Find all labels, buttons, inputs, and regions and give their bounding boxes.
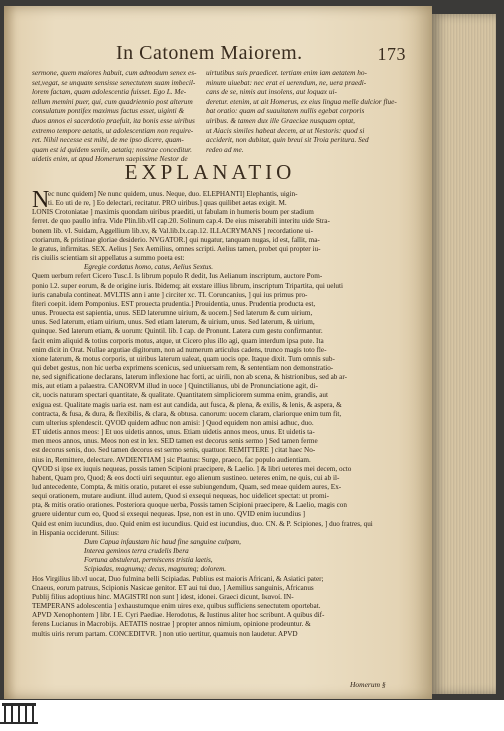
text-line: ec nunc quidem] Ne nunc quidem, unus. Neque, duo. ELEPHANTI] Elephantis, uigin- [48, 190, 298, 198]
text-line: ris ciuilis scientiam sit appellatus a summo poeta est: [32, 254, 185, 263]
running-head-title: In Catonem Maiorem. [116, 42, 303, 64]
text-line: pta, & mitis oratio orationes. Posteriora quoque uerba, Possis tamen Scipioni praecipere, & Laelio, magis con [32, 501, 347, 510]
text-line: ne, sed significatione declarans, laterum inflexione hac forti, ac uirili, non ab scena, & histrionibus, sed ab ar- [32, 373, 348, 382]
text-line: gruere uidentur cum eo, Quod si exsequi nequeas. Ipse, non est in uno. QVID enim iucundius ] [32, 510, 306, 519]
section-title: EXPLANATIO [124, 160, 296, 184]
text-line: quam est id quidem senile, aetatiq; nostrae conceditur. [32, 144, 192, 154]
text-line: qui debet gestus, non hic uerba exprimens scenicus, sed uniuersam rem, & sententiam non demonstratio- [32, 363, 334, 372]
text-line: set,vegat, se unquam sensisse senectutem suam imbecil- [32, 77, 196, 87]
text-line: xione laterum, & motus corporis, ut uiribus laterum ualeat, quam uocis ope. Itaque dixit. Tum omnis sub- [32, 354, 335, 363]
text-line: unus. Sed laterum, etiam uirium, unus. Sed etiam laterum, & uirium, unus. Sed laterum, & uirium, [32, 318, 315, 327]
text-line: uirtutibus suis praedicet. tertiam enim iam aetatem ho- [206, 68, 367, 77]
library-logo-icon [0, 702, 38, 726]
text-line: Scipiadas, magnumq; decus, magnumq; dolorem. [84, 565, 227, 574]
text-line: ponio l.2. super eorum, & de origine iuris. Ibidemq; ait exstare illius librum, inscriptum Tripartita, qui ueluti [32, 281, 344, 290]
text-line: cit, uocis naturam spectari quantitate, & qualitate. Quantitatem simpliciorem summa enim, grandis, aut [32, 391, 329, 400]
text-line: Fortuna abstulerat, permiscens tristia laetis, [84, 556, 213, 565]
text-line: unus. Prouecta est sapientia, unus. SED laterumne uirium, & uocem.] Sed laterum & cum uirium, [32, 309, 313, 318]
text-line: fiteri coepit. idem Pomponius. EST prouecta prudentia.] Prouidentia, unus. Prudentia producta est, [32, 299, 316, 308]
text-line: tellum memini puer, qui, cum quadriennio post alterum [32, 96, 193, 106]
text-line: ret. Nihil necesse est mihi, de me ipso dicere, quam- [32, 135, 184, 145]
text-line: sequi orationem, mutare audiunt. illud autem, Quod si exsequi nequeas, hoc uidelicet spectat: ut promi- [32, 492, 330, 501]
text-line: APVD Xenophontem ] libr. I E. Cyri Paediae. Herodotus, & Iustinus aliter hoc scribunt. A quibus dif- [32, 611, 325, 620]
catchword: Homerum § [350, 680, 386, 689]
text-line: bat oratio: quam ad suauitatem nullis egebat corporis [206, 106, 365, 116]
text-line: iuris canabula contineat. MVLTIS ann i ante ] circiter xc. TI. Coruncanius, ] qui ius primus pro- [32, 290, 308, 299]
text-line: ctoriarum, & pristinae gloriae desiderio. NVGATOR.] qui nugatur, tanquam nugas, id est, fallit, ma- [32, 235, 320, 244]
text-line: quinque. Sed laterum etiam, & uorum: Quintil. lib. I cap. de Pronunt. Latera cum gestu confirmantur. [32, 327, 323, 336]
text-line: redeo ad me. [206, 144, 244, 154]
text-line: Hos Virgilius lib.vI uocat, Duo fulmina belli Scipiadas. Publius est maioris Africani, & Asiatici pater; [32, 574, 324, 583]
text-line: men meos annos, unus. Meos non est in lex. SED tamen est decorus senis sermo ] Sed tamen ferme [32, 437, 318, 446]
page-number: 173 [377, 44, 406, 64]
text-line: cans de se, nimis aut insolens, aut loquax ui- [206, 87, 337, 97]
text-line: uiribus. & tamen dux ille Graeciae nusquam optat, [206, 115, 355, 125]
text-line: ferens Lucianus in Macrobijs. AETATIS nostrae ] propter annos nimium, opinione prodeuntur. & [32, 620, 311, 629]
text-line: extremo tempore aetatis, ut adolescentiam non require- [32, 125, 194, 135]
drop-cap: N [32, 187, 50, 213]
text-line: Publij filius adoptiuus hinc. MAGISTRI non sunt ] idest, idonei. Graeci dicunt, Ικανοί. IN- [32, 592, 294, 601]
text-line: facit enim aliquid & totius corporis motus, atque, ut Cicero plus illo agi, quam interdum ipsa pute. Ita [32, 336, 324, 345]
text-line: Quem uerbum refert Cicero Tusc.I. Is librum populo R dedit, Ius Aelianum inscriptum, auctore Pom- [32, 272, 323, 281]
text-line: duos annos ei sacerdotio praefuit, ita bonis esse uiribus [32, 115, 195, 125]
text-line: mis, aut etiam a palaestra. CANORVM illud in uoce ] Quinctilianus, ubi de Pronunciatione agit, di- [32, 382, 318, 391]
text-line: lorem factam, quam adolescentia fuisset. Ego L. Me- [32, 87, 187, 97]
text-line: consulatum pontifex maximus factus esset, uiginti & [32, 106, 185, 116]
text-line: exigua est. Qualitate magis uaria est. nam est aut candida, aut fusca, & plena, & exilis, & lenis, & aspera, & [32, 400, 342, 409]
text-line: habent, Quam pro, Quod; & eos docti uiri sequuntur. ego alienum sustineo. ueteres enim, ne quis, cui ab il- [32, 473, 340, 482]
book-fore-edge [432, 14, 496, 694]
text-line: lud antecedente, Compta, & mitis oratio, putaret ei esse subiungendum, Quam, sed meae quidem aures, Ex- [32, 483, 342, 491]
text-line: ET uidetis annos meos: ] Et uos uidetis annos, unus. Etiam uidetis annos meos, unus. Et uidetis ta- [32, 428, 315, 437]
text-line: bonem lib. vI. Suidam, Aggellium lib.xv, & Val.lib.Ix.cap.12. ILLACRYMANS ] recordatione ui- [32, 226, 314, 235]
text-line: nius in, Remittere, delectare. AVDIENTIAM ] sic Plautus: Surge, praeco, fac populo audientiam. [32, 455, 311, 464]
text-line: Cnaeus, eorum patruus, Scipionis Nasicae genitor. ET aui tui duo, ] Aemilius sanguinis, Africanus [32, 583, 314, 592]
text-line: uidetis enim, ut apud Homerum saepissime Nestor de [32, 154, 188, 164]
right-text-column [206, 68, 397, 154]
text-line: est decorus senis, duo. Sed tamen decorus est sermo senis, quattuor. REMITTERE ] citat haec No- [32, 446, 316, 455]
text-line: deretur. etenim, ut ait Homerus, ex eius lingua melle dulcior flue- [206, 96, 397, 106]
text-line: TEMPERANS adolescentia ] exhaustumque enim uires exe, quibus sufficiens senectutem oportebat. [32, 602, 321, 611]
left-text-column [32, 68, 200, 164]
text-line: Quid est enim iucundius, duo. Quid enim est iucundius. Quid est iucundius, duo. CN. & P. Scipiones, ] duo fratres, qui [32, 519, 373, 528]
text-line: acciderit, non dubitat, quin breui sit Troia peritura. Sed [206, 135, 369, 145]
text-line: multis uiris rerum partam. CONCEDITVR. ] non utio uertitur, quamuis non laudetur. APVD [32, 629, 298, 638]
running-header [64, 42, 406, 68]
text-line: ti. Eo uti de re, ] Eo delectari, recitatur. PRO uiribus.] quas quilibet aetas exigit. M. [48, 199, 287, 208]
bottom-margin [0, 700, 504, 731]
text-line: enim dicit in Orat. Nullae argutiae digitorum, non ad numerum articulus cadens, trunco magis toto fle- [32, 345, 327, 354]
text-line: Interea geminos terra crudelis Ibera [84, 547, 189, 556]
text-line: in Hispania occiderunt. Silius: [32, 528, 120, 537]
text-line: minum uiuebat: nec erat ei uerendum, ne, uera praedi- [206, 77, 367, 87]
text-line: sermone, quem maiores habuit, cum admodum senex es- [32, 68, 197, 77]
text-line: Egregie cordatus homo, catus, Aelius Sextus. [84, 263, 214, 272]
text-line: ut Aiacis similes habeat decem, at ut Nestoris: quod si [206, 125, 365, 135]
text-line: contracta, & fusa, & dura, & flexibilis, & clara, & obtusa. canorum: uocem claram, clariorque enim tum fit, [32, 409, 342, 418]
text-line: le gratus, infirmitas. SEX. Aelius ] Sex Aemilius, omnes scripti. Aelius tamen, probet qui propter iu- [32, 244, 321, 253]
commentary-body [32, 187, 398, 639]
text-line: QVOD si ipse ex iuquis nequeas, possis tamen Scipioni praecipere, & Laelio. ] & libri ueteres mei decem, octo [32, 464, 352, 473]
text-line: Dum Capua infaustam hic haud fine sanguine culpam, [84, 537, 241, 546]
text-line: cum ulterius splendescit. QVOD quidem adhuc non amisi: ] Quod equidem non amisi adhuc, duo. [32, 418, 314, 427]
text-line: ferret. de quo paullo infra. Vide Plin.lib.vII cap.20. Solinum cap.4. De eius miserabili interitu uide Stra- [32, 217, 330, 226]
text-line: LONIS Crotoniatae ] maximis quondam uiribus praediti, ut fabulam in humeris boum per stadium [32, 208, 314, 217]
